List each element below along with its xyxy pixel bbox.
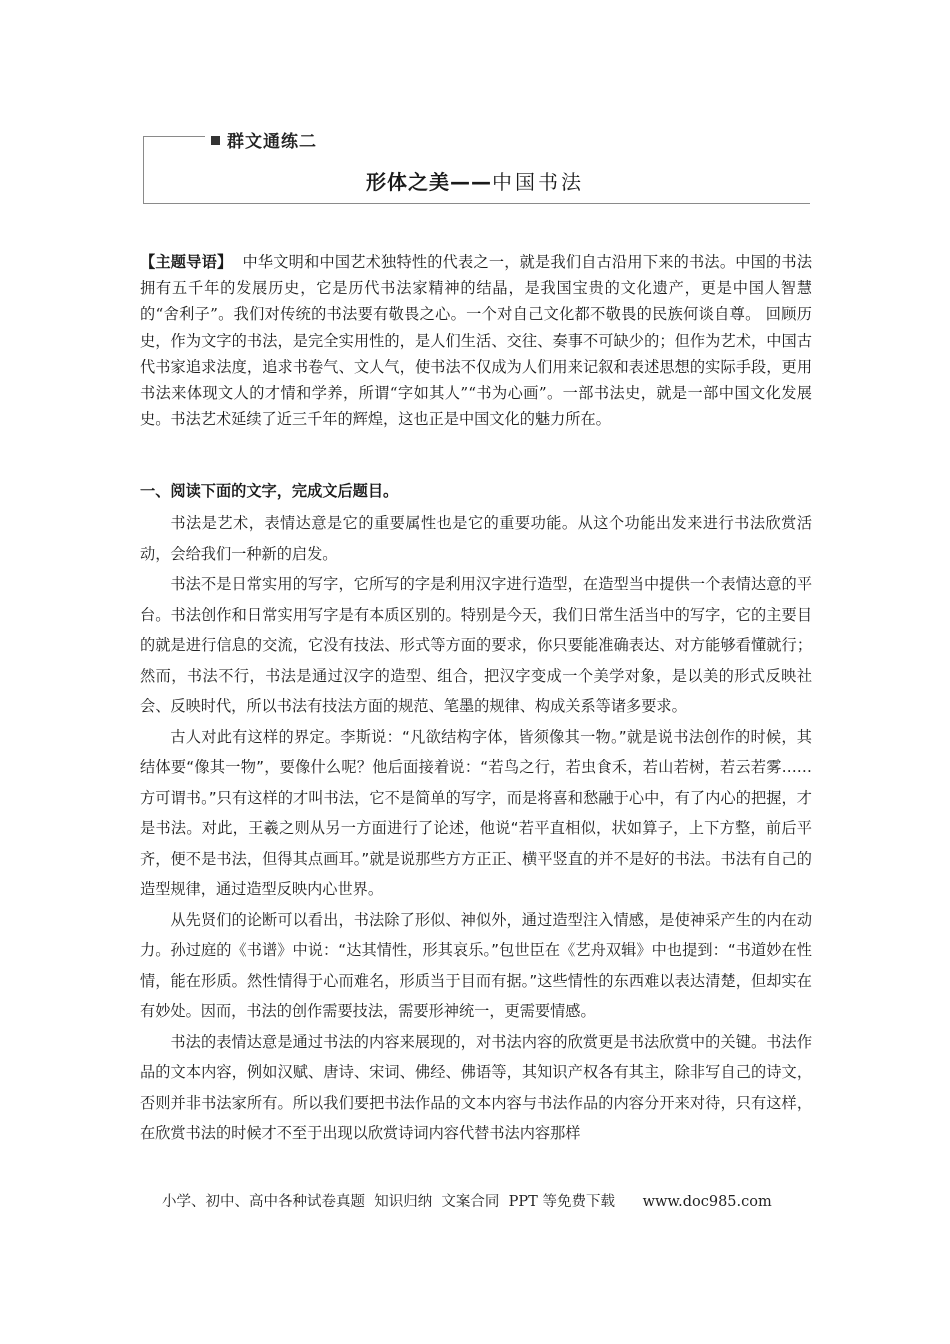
header-rule-top: [143, 136, 205, 137]
section-label: [211, 127, 317, 152]
header-rule-bottom: [143, 203, 810, 204]
square-bullet-icon: [211, 136, 220, 145]
passage-paragraph: 从先贤们的论断可以看出，书法除了形似、神似外，通过造型注入情感，是使神采产生的内在动力。孙过庭的《书谱》中说：“达其情性，形其哀乐。”包世臣在《艺舟双辑》中也提到：“书道妙在性情，能在形质。然性情得于心而难名，形质当于目而有据。”这些情性的东西难以表达清楚，但却实在有妙处。因而，书法的创作需要技法，需要形神统一，更需要情感。: [140, 910, 812, 1020]
passage-paragraph: 书法的表情达意是通过书法的内容来展现的，对书法内容的欣赏更是书法欣赏中的关键。书法作品的文本内容，例如汉赋、唐诗、宋词、佛经、佛语等，其知识产权各有其主，除非写自己的诗文，否则并非书法家所有。所以我们要把书法作品的文本内容与书法作品的内容分开来对待，只有这样，在欣赏书法的时候才不至于出现以欣赏诗词内容代替书法内容那样: [140, 1032, 812, 1142]
theme-intro-label: 【主题导语】: [140, 253, 233, 271]
page-title-sub: 中国书法: [492, 170, 584, 194]
page-title: [366, 166, 584, 195]
theme-intro-text: 中华文明和中国艺术独特性的代表之一，就是我们自古沿用下来的书法。中国的书法拥有五千年的发展历史，它是历代书法家精神的结晶，是我国宝贵的文化遗产，更是中国人智慧的“舍利子”。我们对传统的书法要有敬畏之心。一个对自己文化都不敬畏的民族何谈自尊。 回顾历史，作为文字的书法，是完全实用性的，是人们生活、交往、奏事不可缺少的；但作为艺术，中国古代书家追求法度，追求书卷气、文人气，使书法不仅成为人们用来记叙和表述思想的实际手段，更用书法来体现文人的才情和学养，所谓“字如其人”“书为心画”。一部书法史，就是一部中国文化发展史。书法艺术延续了近三千年的辉煌，这也正是中国文化的魅力所在。: [140, 253, 812, 429]
passage-paragraph: 古人对此有这样的界定。李斯说：“凡欲结构字体，皆须像其一物。”就是说书法创作的时候，其结体要“像其一物”，要像什么呢？他后面接着说：“若鸟之行，若虫食禾，若山若树，若云若雾……方可谓书。”只有这样的才叫书法，它不是简单的写字，而是将喜和愁融于心中，有了内心的把握，才是书法。对此，王羲之则从另一方面进行了论述，他说“若平直相似，状如算子，上下方整，前后平齐，便不是书法，但得其点画耳。”就是说那些方方正正、横平竖直的并不是好的书法。书法有自己的造型规律，通过造型反映内心世界。: [140, 727, 812, 898]
reading-passage: [140, 508, 812, 1149]
passage-paragraph: 书法是艺术，表情达意是它的重要属性也是它的重要功能。从这个功能出发来进行书法欣赏活动，会给我们一种新的启发。: [140, 514, 812, 563]
question-heading: 一、阅读下面的文字，完成文后题目。: [140, 482, 399, 500]
page-title-main: 形体之美——: [366, 170, 492, 194]
theme-intro: [140, 249, 812, 432]
page-footer: 小学、初中、高中各种试卷真题 知识归纳 文案合同 PPT 等免费下载 www.doc985.com: [162, 1194, 772, 1210]
section-label-text: 群文通练二: [227, 132, 317, 152]
header-rule-left: [143, 136, 144, 204]
passage-paragraph: 书法不是日常实用的写字，它所写的字是利用汉字进行造型，在造型当中提供一个表情达意的平台。书法创作和日常实用写字是有本质区别的。特别是今天，我们日常生活当中的写字，它的主要目的就是进行信息的交流，它没有技法、形式等方面的要求，你只要能准确表达、对方能够看懂就行；然而，书法不行，书法是通过汉字的造型、组合，把汉字变成一个美学对象，是以美的形式反映社会、反映时代，所以书法有技法方面的规范、笔墨的规律、构成关系等诸多要求。: [140, 575, 812, 715]
